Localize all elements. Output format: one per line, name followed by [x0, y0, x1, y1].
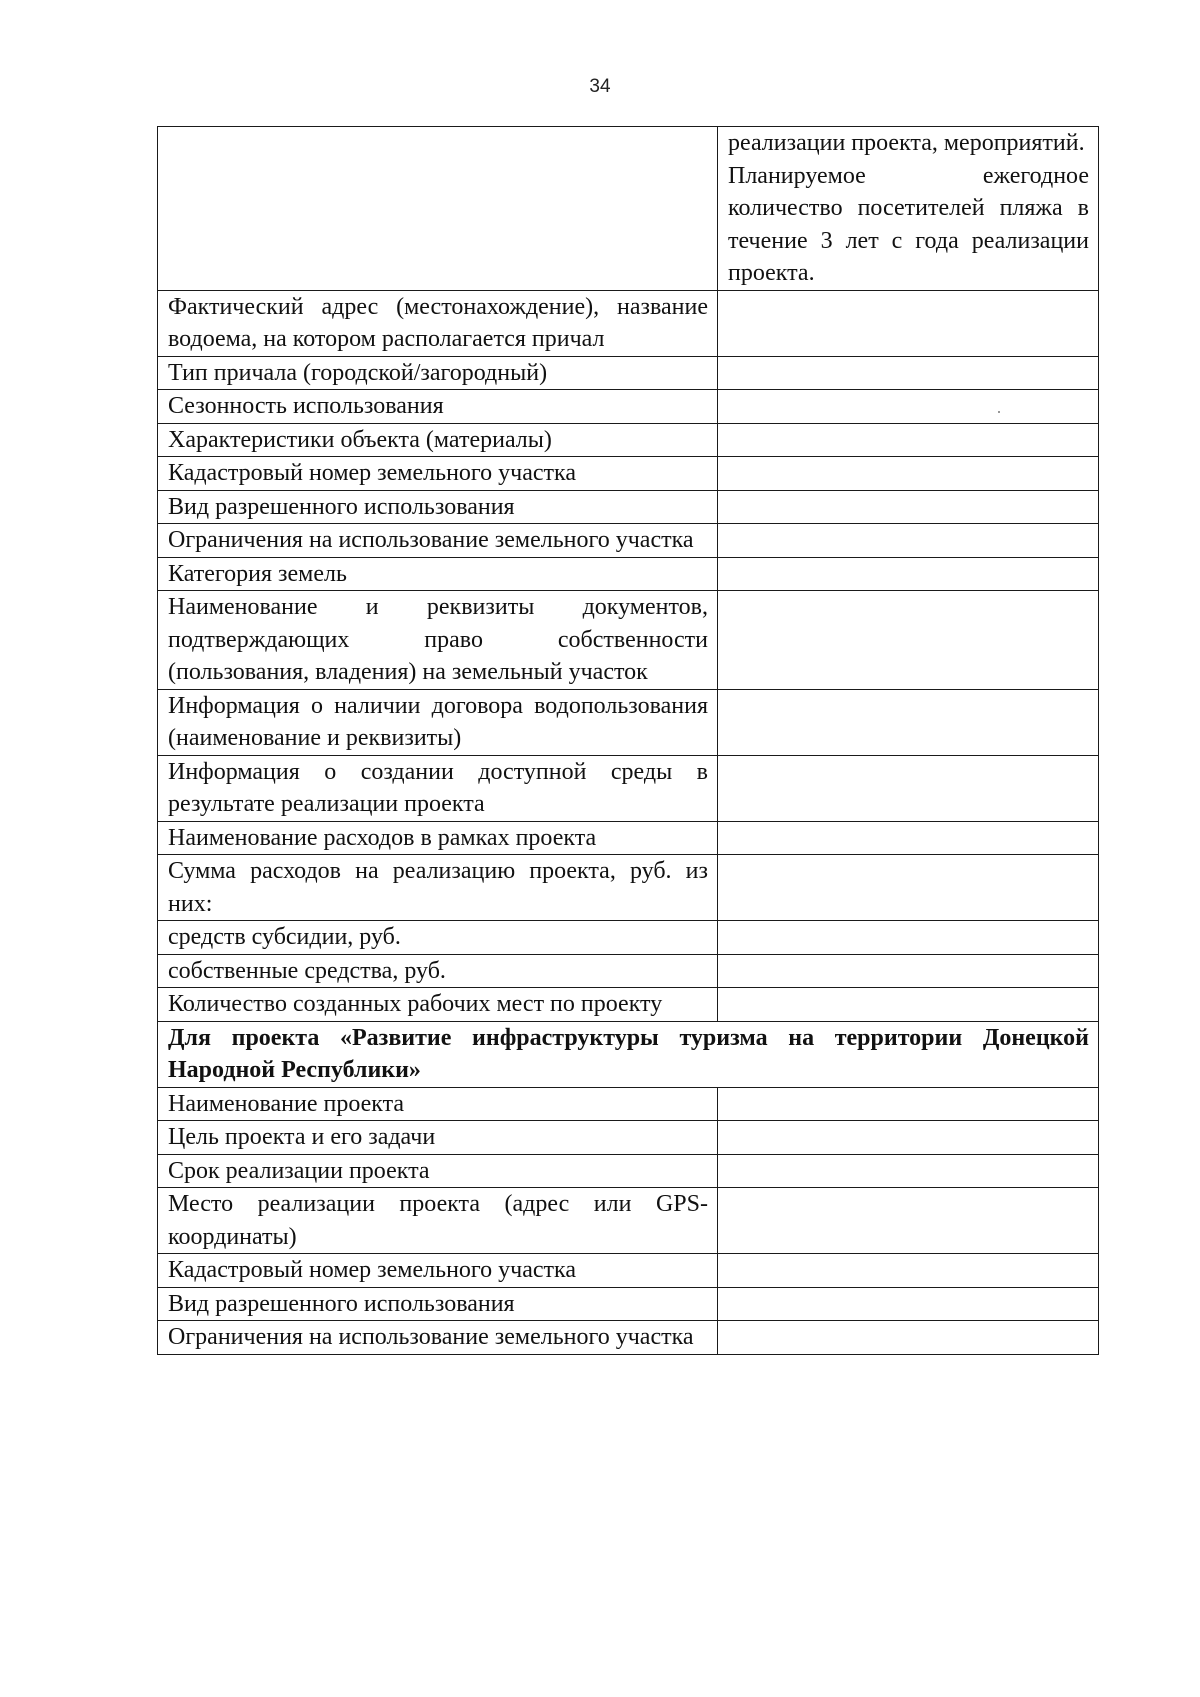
label-cell: Наименование и реквизиты документов, подтверждающих право собственности (пользования, владения) на земельный участок — [158, 591, 718, 690]
value-cell — [718, 127, 1099, 291]
table-row — [158, 1121, 1099, 1155]
value-cell[interactable] — [718, 755, 1099, 821]
label-cell: Тип причала (городской/загородный) — [158, 356, 718, 390]
table-row — [158, 1087, 1099, 1121]
table-row — [158, 1321, 1099, 1355]
label-cell: Сезонность использования — [158, 390, 718, 424]
table-row — [158, 557, 1099, 591]
label-cell: Ограничения на использование земельного участка — [158, 524, 718, 558]
table-row — [158, 1287, 1099, 1321]
value-cell[interactable] — [718, 1287, 1099, 1321]
value-cell[interactable] — [718, 356, 1099, 390]
value-cell[interactable] — [718, 921, 1099, 955]
table-row — [158, 290, 1099, 356]
label-cell: Срок реализации проекта — [158, 1154, 718, 1188]
value-cell[interactable] — [718, 1121, 1099, 1155]
label-cell: Место реализации проекта (адрес или GPS-координаты) — [158, 1188, 718, 1254]
value-cell[interactable] — [718, 954, 1099, 988]
value-cell[interactable] — [718, 290, 1099, 356]
label-cell: Информация о наличии договора водопользования (наименование и реквизиты) — [158, 689, 718, 755]
value-cell[interactable] — [718, 423, 1099, 457]
value-cell[interactable] — [718, 1321, 1099, 1355]
section-header-row — [158, 1021, 1099, 1087]
table-row — [158, 954, 1099, 988]
value-cell[interactable] — [718, 390, 1099, 424]
table-row — [158, 821, 1099, 855]
label-cell: Фактический адрес (местонахождение), название водоема, на котором располагается причал — [158, 290, 718, 356]
label-cell — [158, 127, 718, 291]
label-cell: Кадастровый номер земельного участка — [158, 457, 718, 491]
table-row — [158, 921, 1099, 955]
value-cell[interactable] — [718, 1087, 1099, 1121]
value-cell[interactable] — [718, 689, 1099, 755]
value-cell[interactable] — [718, 988, 1099, 1022]
table-row — [158, 490, 1099, 524]
label-cell: Характеристики объекта (материалы) — [158, 423, 718, 457]
table-row — [158, 855, 1099, 921]
value-cell[interactable] — [718, 490, 1099, 524]
label-cell: Количество созданных рабочих мест по проекту — [158, 988, 718, 1022]
label-cell: Наименование проекта — [158, 1087, 718, 1121]
table-row — [158, 356, 1099, 390]
label-cell: Вид разрешенного использования — [158, 490, 718, 524]
table-row — [158, 1188, 1099, 1254]
label-cell: Кадастровый номер земельного участка — [158, 1254, 718, 1288]
scan-speck — [998, 411, 1000, 413]
value-cell[interactable] — [718, 1254, 1099, 1288]
table-row — [158, 988, 1099, 1022]
value-cell[interactable] — [718, 821, 1099, 855]
value-cell[interactable] — [718, 557, 1099, 591]
table-row — [158, 591, 1099, 690]
application-form-table — [157, 126, 1099, 1355]
table-row — [158, 689, 1099, 755]
label-cell: Наименование расходов в рамках проекта — [158, 821, 718, 855]
value-cell[interactable] — [718, 457, 1099, 491]
label-cell: Цель проекта и его задачи — [158, 1121, 718, 1155]
table-row — [158, 390, 1099, 424]
table-row — [158, 755, 1099, 821]
label-cell: Ограничения на использование земельного участка — [158, 1321, 718, 1355]
table-row — [158, 423, 1099, 457]
section-header: Для проекта «Развитие инфраструктуры туризма на территории Донецкой Народной Республики» — [158, 1021, 1099, 1087]
table-row — [158, 127, 1099, 291]
page-number: 34 — [589, 76, 611, 97]
value-cell[interactable] — [718, 855, 1099, 921]
value-cell[interactable] — [718, 524, 1099, 558]
label-cell: Информация о создании доступной среды в результате реализации проекта — [158, 755, 718, 821]
value-cell[interactable] — [718, 1188, 1099, 1254]
table-row — [158, 457, 1099, 491]
value-text: реализации проекта, мероприятий. — [728, 130, 1085, 156]
table-row — [158, 1254, 1099, 1288]
value-cell[interactable] — [718, 1154, 1099, 1188]
label-cell: средств субсидии, руб. — [158, 921, 718, 955]
label-cell: Сумма расходов на реализацию проекта, руб. из них: — [158, 855, 718, 921]
label-cell: Категория земель — [158, 557, 718, 591]
value-text: Планируемое ежегодное количество посетителей пляжа в течение 3 лет с года реализации проекта. — [728, 162, 1089, 286]
label-cell: собственные средства, руб. — [158, 954, 718, 988]
value-cell[interactable] — [718, 591, 1099, 690]
label-cell: Вид разрешенного использования — [158, 1287, 718, 1321]
table-row — [158, 1154, 1099, 1188]
table-row — [158, 524, 1099, 558]
